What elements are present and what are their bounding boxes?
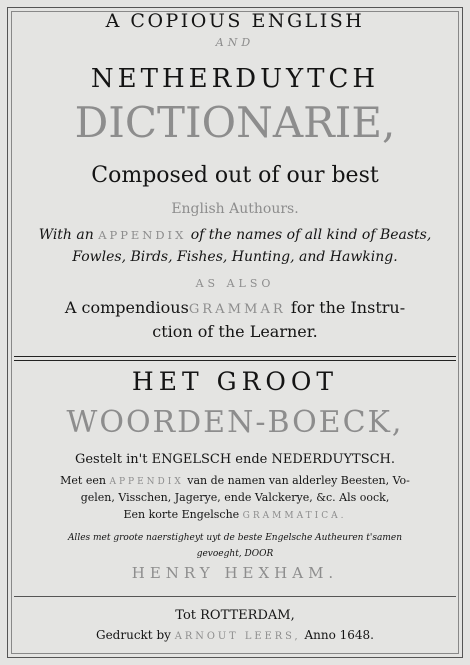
appendix-en-prefix: With an [38,227,94,243]
imprint-rule [14,596,456,597]
title-line-gestelt: Gestelt in't ENGELSCH ende NEDERDUYTSCH. [74,452,396,467]
title-line-netherduytch: NETHERDUYTCH [90,64,380,94]
appendix-en-word: APPENDIX [98,228,187,242]
title-line-appendix-en [14,227,456,243]
title-line-gelen: gelen, Visschen, Jagerye, ende Valckerye, &c. Als oock, [80,491,390,504]
imprint-prefix: Gedruckt by [95,628,171,642]
title-line-dictionarie: DICTIONARIE, [74,98,396,147]
title-line-grammatica [14,508,456,521]
title-line-imprint [14,628,456,642]
title-line-grammar-en [14,298,456,317]
title-line-as-also: AS ALSO [195,277,275,290]
appendix-en-rest: of the names of all kind of Beasts, [190,227,432,243]
appendix-nl-word: APPENDIX [109,477,184,487]
title-line-gevoeght: gevoeght, DOOR [196,549,274,559]
imprint-year: Anno 1648. [304,628,374,642]
grammatica-prefix: Een korte Engelsche [123,508,240,521]
grammar-en-word: GRAMMAR [188,302,286,317]
title-line-alles: Alles met groote naerstigheyt uyt de beste Engelsche Autheuren t'samen [67,533,403,543]
grammatica-word: GRAMMATICA. [242,511,347,521]
appendix-nl-prefix: Met een [60,474,106,487]
title-line-het-groot: HET GROOT [131,367,339,396]
title-line-composed: Composed out of our best [91,163,379,188]
section-rule [14,356,456,361]
title-line-appendix-nl [14,474,456,487]
title-line-and: AND [215,36,255,49]
title-line-henry-hexham: HENRY HEXHAM. [131,564,339,582]
grammar-en-rest: for the Instru- [290,298,406,317]
appendix-nl-rest: van de namen van alderley Beesten, Vo- [187,474,410,487]
title-line-learner: ction of the Learner. [152,322,318,341]
grammar-en-prefix: A compendious [64,298,189,317]
title-line-fowles: Fowles, Birds, Fishes, Hunting, and Hawking. [72,249,398,265]
title-line-english-authours: English Authours. [171,201,299,217]
title-line-rotterdam: Tot ROTTERDAM, [175,608,295,623]
title-line-woorden-boeck: WOORDEN-BOECK, [66,405,404,440]
title-line-copious-english: A COPIOUS ENGLISH [105,10,365,32]
imprint-printer: ARNOUT LEERS, [174,631,301,642]
